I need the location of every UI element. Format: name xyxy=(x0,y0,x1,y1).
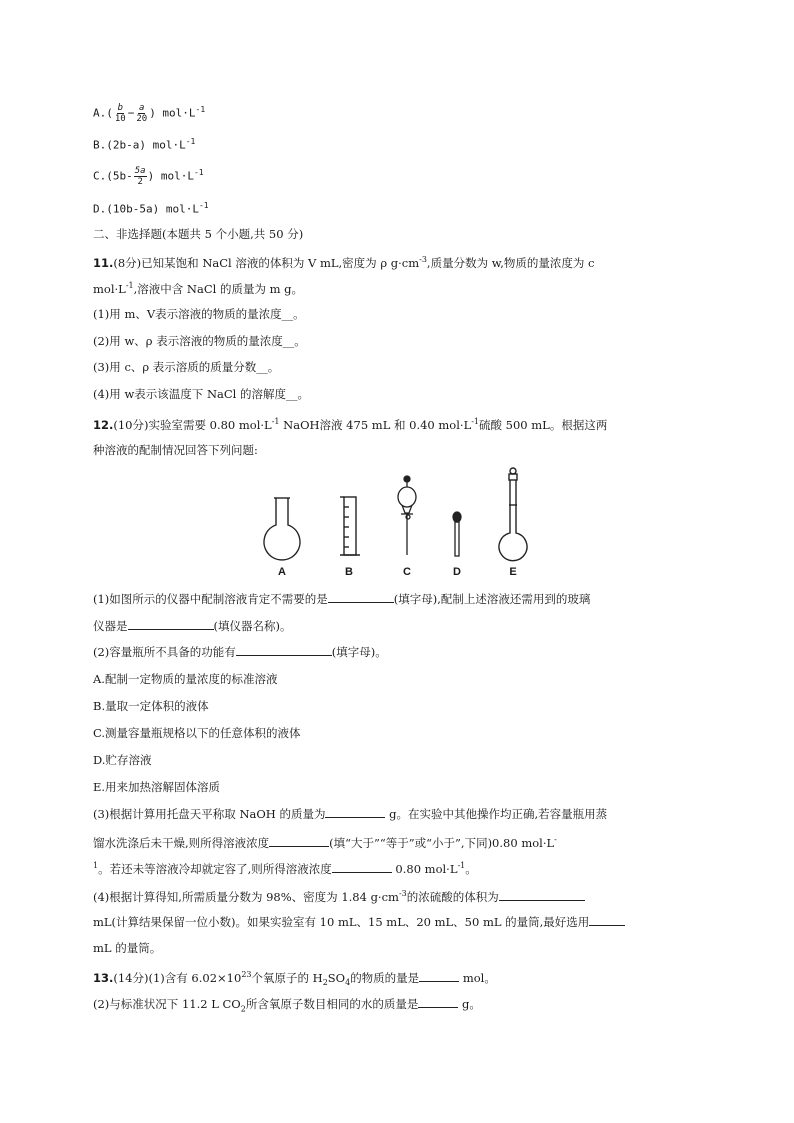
q11-part1: (1)用 m、V表示溶液的物质的量浓度__。 xyxy=(93,307,305,321)
q12-line1: 12.(10分)实验室需要 0.80 $mol\cdot L^{-1}$ NaOH溶液 475 mL 和 0.40 $mol\cdot L^{-1}$硫酸 500 mL。根据这两 xyxy=(93,417,608,432)
q13-line2: (2)与标准状况下 11.2 L $CO_2$所含氧原子数目相同的水的质量是 g。 xyxy=(93,997,481,1014)
label-d: D xyxy=(453,566,461,578)
q12-s3-line2: 馏水洗涤后未干燥,则所得溶液浓度 (填“大于”“等于”或“小于”,下同)0.80 mol·L- xyxy=(93,835,557,850)
apparatus-figure xyxy=(258,465,538,580)
section-title: 二、非选择题(本题共 5 个小题,共 50 分) xyxy=(93,227,304,241)
dropper-icon xyxy=(453,512,461,556)
q12-option-e: E.用来加热溶解固体溶质 xyxy=(93,780,221,794)
answer-blank[interactable] xyxy=(325,805,385,818)
q12-s4-line1: (4)根据计算得知,所需质量分数为 98%、密度为 1.84 $g\cdot cm^{-3}$的浓硫酸的体积为 xyxy=(93,886,713,905)
option-b: B.(2b-a) $mol\cdot L^{-1}$ xyxy=(93,137,196,152)
q12-option-b: B.量取一定体积的液体 xyxy=(93,699,209,713)
q12-s2: (2)容量瓶所不具备的功能有 (填字母)。 xyxy=(93,645,387,659)
q11-line2: $mol\cdot L^{-1}$,溶液中含 NaCl 的质量为 m g。 xyxy=(93,281,304,296)
label-c: C xyxy=(403,566,411,578)
q12-line2: 种溶液的配制情况回答下列问题: xyxy=(93,443,258,457)
label-e: E xyxy=(509,566,517,578)
fraction-a-20: $\frac{a}{20}$ xyxy=(136,103,148,125)
q11-part4: (4)用 w表示该温度下 NaCl 的溶解度__。 xyxy=(93,387,309,401)
q12-option-d: D.贮存溶液 xyxy=(93,753,152,767)
q11-part2: (2)用 w、ρ 表示溶液的物质的量浓度__。 xyxy=(93,334,306,348)
option-a: A.( $\frac{b}{10}$ − $\frac{a}{20}$ ) $mol\cdot L^{-1}$ xyxy=(93,103,206,125)
q12-s1-line1: (1)如图所示的仪器中配制溶液肯定不需要的是 (填字母),配制上述溶液还需用到的玻璃 xyxy=(93,592,591,606)
separatory-funnel-icon xyxy=(398,476,416,555)
label-a: A xyxy=(278,566,286,578)
answer-blank[interactable] xyxy=(332,860,392,873)
round-bottom-flask-icon xyxy=(264,498,300,560)
q11-part3: (3)用 c、ρ 表示溶质的质量分数__。 xyxy=(93,360,280,374)
graduated-cylinder-icon xyxy=(340,497,360,555)
answer-blank[interactable] xyxy=(328,590,394,603)
answer-blank[interactable] xyxy=(418,995,458,1008)
q13-line1: 13.(14分)(1)含有 $6.02\times 10^{23}$个氧原子的 $H_2SO_4$的物质的量是 mol。 xyxy=(93,970,496,988)
answer-blank[interactable] xyxy=(589,913,625,926)
q12-s3-line1: (3)根据计算用托盘天平称取 NaOH 的质量为 g。在实验中其他操作均正确,若容量瓶用蒸 xyxy=(93,807,608,821)
q11-line1: 11.(8分)已知某饱和 NaCl 溶液的体积为 V mL,密度为 ρ $g\cdot cm^{-3}$,质量分数为 w,物质的量浓度为 c xyxy=(93,255,595,270)
answer-blank[interactable] xyxy=(269,834,329,847)
answer-blank[interactable] xyxy=(236,643,332,656)
fraction-5a-2: $\frac{5a}{2}$ xyxy=(134,166,146,188)
q12-option-a: A.配制一定物质的量浓度的标准溶液 xyxy=(93,672,278,686)
q12-option-c: C.测量容量瓶规格以下的任意体积的液体 xyxy=(93,726,301,740)
fraction-b-10: $\frac{b}{10}$ xyxy=(114,103,126,125)
q12-s4-line2: mL(计算结果保留一位小数)。如果实验室有 10 mL、15 mL、20 mL、50 mL 的量筒,最好选用 xyxy=(93,913,713,930)
q12-s4-line3: mL 的量筒。 xyxy=(93,941,162,955)
volumetric-flask-icon xyxy=(499,468,527,561)
q12-s3-line3: $^1$。若还未等溶液冷却就定容了,则所得溶液浓度 0.80 $mol\cdot L^{-1}$。 xyxy=(93,861,477,876)
label-b: B xyxy=(345,566,353,578)
answer-blank[interactable] xyxy=(419,969,459,982)
answer-blank[interactable] xyxy=(499,888,585,901)
option-d: D.(10b-5a) $mol\cdot L^{-1}$ xyxy=(93,201,209,216)
answer-blank[interactable] xyxy=(128,617,214,630)
q12-s1-line2: 仪器是 (填仪器名称)。 xyxy=(93,619,292,633)
option-c: C.(5b- $\frac{5a}{2}$ ) $mol\cdot L^{-1}$ xyxy=(93,166,204,188)
